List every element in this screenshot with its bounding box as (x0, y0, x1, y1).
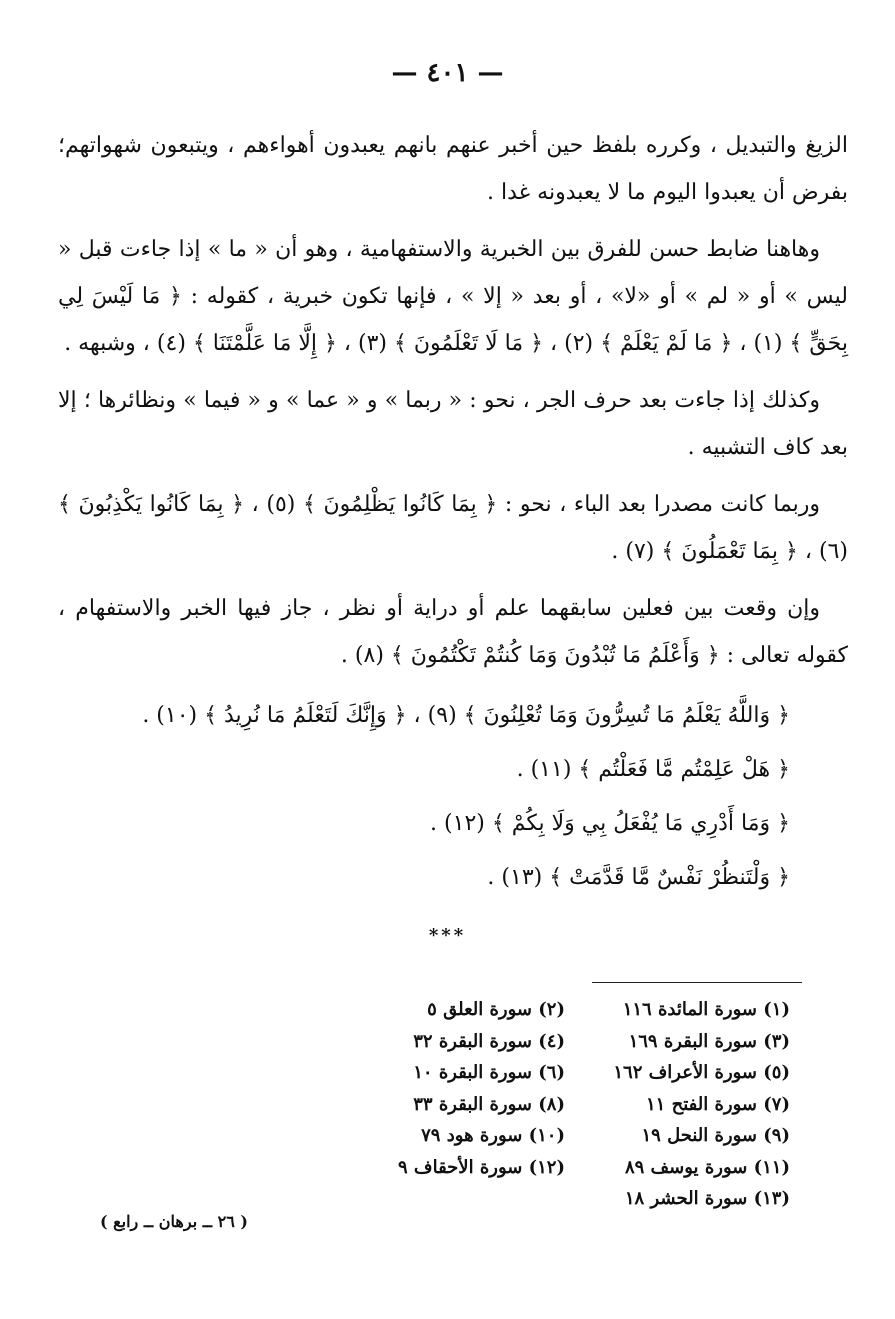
footnote: (٧) سورة الفتح ١١ (645, 1093, 790, 1115)
footnote: (١٠) سورة هود ٧٩ (421, 1125, 565, 1146)
paragraph: وهاهنا ضابط حسن للفرق بين الخبرية والاستفهامية ، وهو أن « ما » إذا جاءت قبل « ليس » أو « لم » أو «لا» ، أو بعد « إلا » ، فإنها تكون خبرية ، كقوله : ﴿ مَا لَيْسَ لِي بِحَقٍّ ﴾ (١) ، ﴿ مَا لَمْ يَعْلَمْ ﴾ (٢) ، ﴿ مَا لَا تَعْلَمُونَ ﴾ (٣) ، ﴿ إِلَّا مَا عَلَّمْتَنَا ﴾ (٤) ، وشبهه . (58, 237, 848, 356)
paragraph: وربما كانت مصدرا بعد الباء ، نحو : ﴿ بِمَا كَانُوا يَظْلِمُونَ ﴾ (٥) ، ﴿ بِمَا كَانُوا يَكْذِبُونَ ﴾ (٦) ، ﴿ بِمَا تَعْمَلُونَ ﴾ (٧) . (58, 492, 848, 564)
verse-line: ﴿ وَلْتَنظُرْ نَفْسٌ مَّا قَدَّمَتْ ﴾ (١٣) . (487, 865, 790, 890)
paragraph: الزيغ والتبديل ، وكرره بلفظ حين أخبر عنهم بانهم يعبدون أهواءهم ، ويتبعون شهواتهم؛ بفرض أن يعبدوا اليوم ما لا يعبدونه غدا . (58, 133, 848, 205)
verse-line: ﴿ وَاللَّهُ يَعْلَمُ مَا تُسِرُّونَ وَمَا تُعْلِنُونَ ﴾ (٩) ، ﴿ وَإِنَّكَ لَتَعْلَمُ مَا نُرِيدُ ﴾ (١٠) . (142, 703, 790, 728)
footnotes-right-column (565, 994, 790, 1215)
footnote: (١) سورة المائدة ١١٦ (622, 999, 790, 1020)
footnote: (٢) سورة العلق ٥ (427, 999, 565, 1020)
footnote-rule (592, 982, 802, 983)
section-separator: *** (428, 925, 467, 946)
paragraph: وكذلك إذا جاءت بعد حرف الجر ، نحو : « ربما » و « عما » و « فيما » ونظائرها ؛ إلا بعد كاف التشبيه . (58, 388, 848, 460)
footnotes-left-column (230, 994, 565, 1215)
footnote: (١٢) سورة الأحقاف ٩ (397, 1156, 565, 1178)
paragraph: وإن وقعت بين فعلين سابقهما علم أو دراية أو نظر ، جاز فيها الخبر والاستفهام ، كقوله تعالى : ﴿ وَأَعْلَمُ مَا تُبْدُونَ وَمَا كُنتُمْ تَكْتُمُونَ ﴾ (٨) . (58, 596, 848, 668)
footnote: (١٣) سورة الحشر ١٨ (624, 1188, 790, 1209)
footnote: (٦) سورة البقرة ١٠ (413, 1062, 565, 1083)
verse-line: ﴿ هَلْ عَلِمْتُم مَّا فَعَلْتُم ﴾ (١١) . (516, 757, 790, 782)
body-text (58, 122, 848, 905)
footnote: (١١) سورة يوسف ٨٩ (624, 1156, 790, 1178)
verse-line: ﴿ وَمَا أَدْرِي مَا يُفْعَلُ بِي وَلَا بِكُمْ ﴾ (١٢) . (430, 811, 790, 836)
footnote: (٣) سورة البقرة ١٦٩ (628, 1030, 790, 1052)
printer-signature: ( ٢٦ ــ برهان ــ رابع ) (100, 1212, 248, 1231)
footnote: (٨) سورة البقرة ٣٣ (413, 1093, 565, 1115)
page-number: — ٤٠١ — (391, 58, 504, 88)
footnote: (٤) سورة البقرة ٣٢ (413, 1030, 565, 1052)
footnotes (230, 994, 790, 1215)
footnote: (٥) سورة الأعراف ١٦٢ (613, 1062, 790, 1083)
footnote: (٩) سورة النحل ١٩ (641, 1125, 790, 1146)
